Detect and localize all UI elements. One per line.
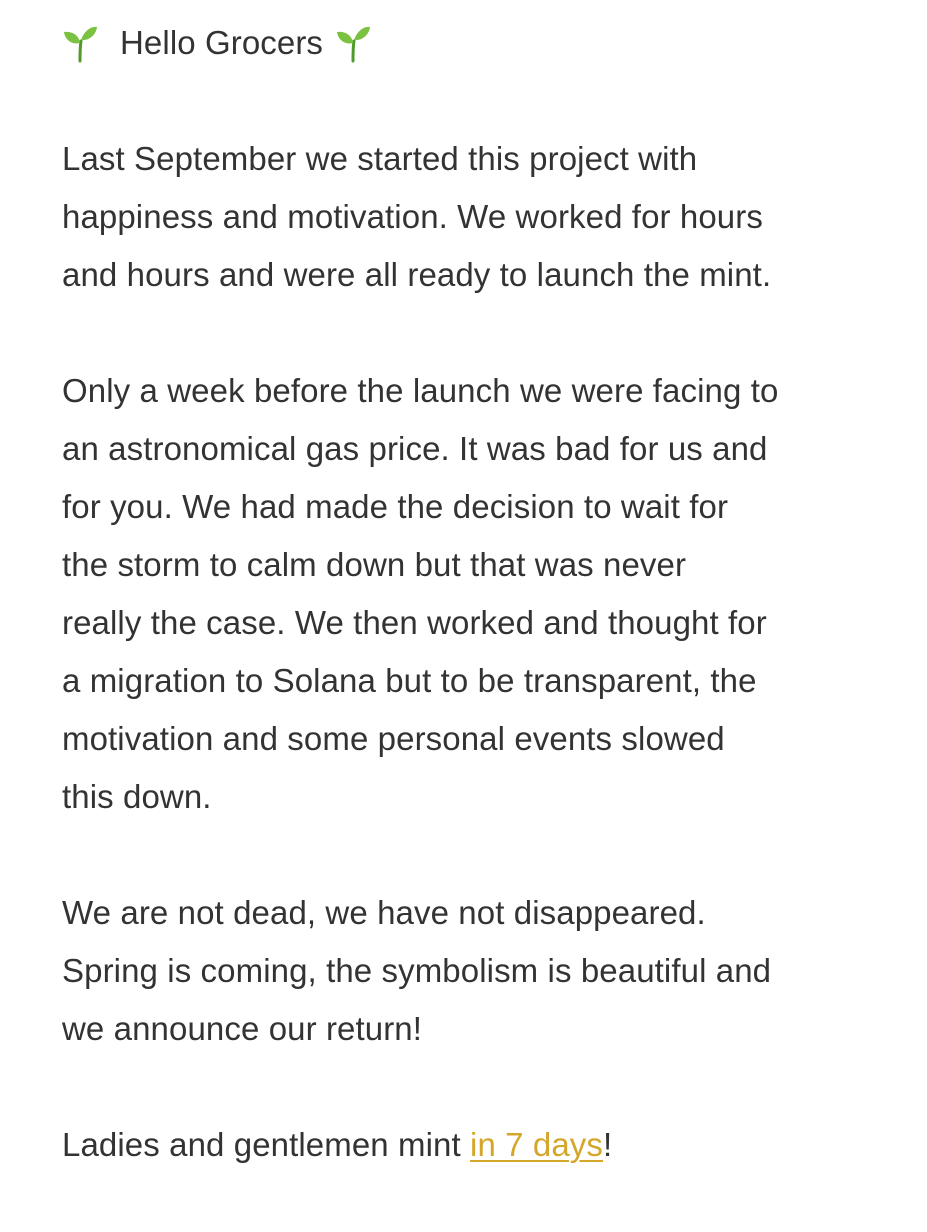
text-line: the storm to calm down but that was never [62,546,687,583]
text-line: Only a week before the launch we were facing to [62,372,779,409]
text-line: happiness and motivation. We worked for hours [62,198,763,235]
text-line: this down. [62,778,212,815]
text-line: motivation and some personal events slowed [62,720,725,757]
paragraph-gas-price [62,362,902,826]
paragraph-closing [62,1116,902,1174]
closing-suffix: ! [603,1126,613,1163]
text-line: for you. We had made the decision to wait for [62,488,729,525]
closing-prefix: Ladies and gentlemen mint [62,1126,471,1163]
text-line: and hours and were all ready to launch the mint. [62,256,772,293]
text-line: a migration to Solana but to be transparent, the [62,662,757,699]
note-title [62,14,902,72]
text-line: Spring is coming, the symbolism is beautiful and [62,952,772,989]
paragraph-project-start [62,130,902,304]
mint-date-link[interactable]: in 7 days [470,1126,604,1163]
text-line: an astronomical gas price. It was bad for us and [62,430,768,467]
note-title-text: Hello Grocers [120,24,324,61]
text-line: really the case. We then worked and thought for [62,604,767,641]
text-line: Last September we started this project with [62,140,698,177]
text-line: we announce our return! [62,1010,423,1047]
text-line: We are not dead, we have not disappeared. [62,894,706,931]
closing-line [62,1116,902,1174]
paragraph-return [62,884,902,1058]
note-body [62,14,902,1232]
seedling-icon [335,23,371,63]
seedling-icon [62,23,98,63]
